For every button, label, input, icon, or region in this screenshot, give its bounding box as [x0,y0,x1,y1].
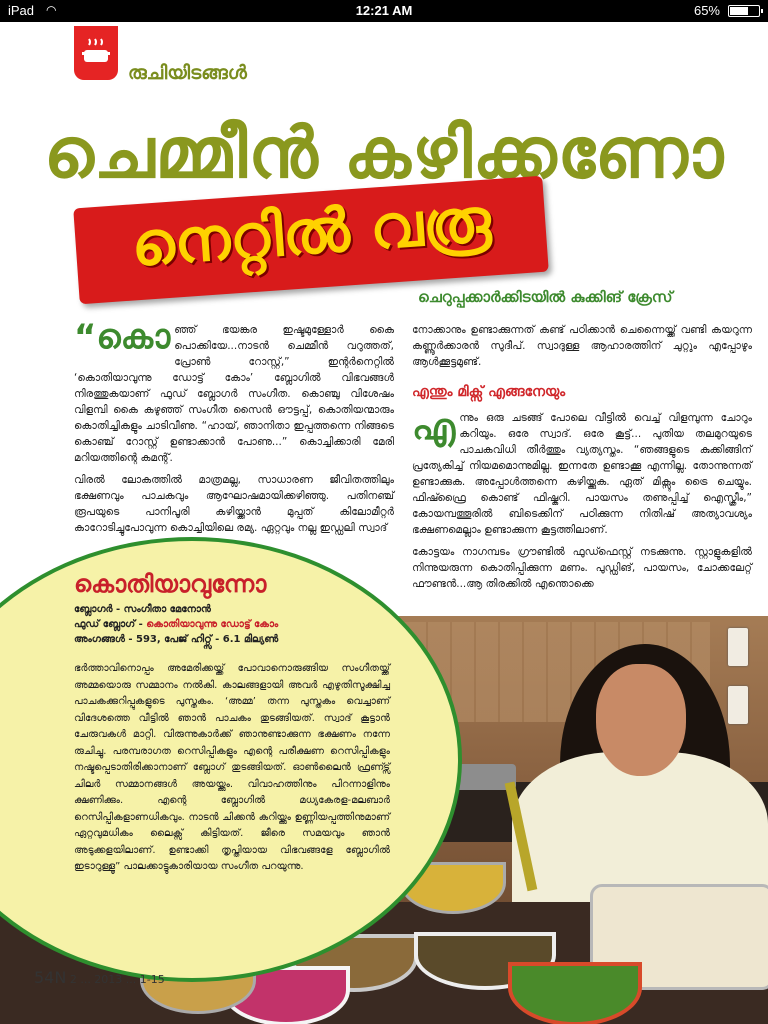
headline-line2: നെറ്റിൽ വരൂ [129,185,493,281]
battery-icon [728,5,760,17]
magazine-page[interactable] [0,22,768,1024]
wifi-icon: ◠ [46,3,57,17]
carrier-label: iPad [8,3,35,18]
blog-label: ഫുഡ് ബ്ലോഗ് - [74,619,143,630]
paragraph: വിരൽ ലോകത്തിൽ മാത്രമല്ല, സാധാരണ ജീവിതത്തിലും ഭക്ഷണവും പാചകവും ആഘോഷമായിക്കഴിഞ്ഞു. പതിനഞ്ച് രൂപയുടെ പാനിപൂരി കഴിയ്ക്കാൻ മുപ്പത് കിലോമീറ്റർ കാറോടിച്ചുപോവുന്ന കൊച്ചിയിലെ രമ്യ. ഏറ്റവും നല്ല ഇഡ്ഡലി സ്വാദ് [74,474,394,534]
blog-name: കൊതിയാവുന്നു ഡോട്ട് കോം [146,619,279,630]
battery-percent: 65% [693,3,720,18]
battery-fill [730,7,748,15]
status-bar [0,0,768,22]
dropcap: എ [412,407,456,448]
paragraph: ഞ്ഞ് ഭയങ്കര ഇഷ്ടമുള്ളോർ കൈ പൊക്കിയേ...നാടൻ ചെമ്മീൻ വറുത്തത്, പ്രോൺ റോസ്റ്റ്,” ഇന്റർനെറ്റിൽ ‘കൊതിയാവുന്നു ഡോട്ട് കോം’ ബ്ലോഗിൽ വിഭവങ്ങൾ നിരത്തുകയാണ് ഫുഡ് ബ്ലോഗർ സംഗീത. കൊഞ്ചു വിശേഷം വിളമ്പി കൈ കഴുഞ്ഞ് സംഗീത സൈൻ ഔട്ടപ്പ്, കൊതിയന്മാരും കൊതിച്ചികളും ചാടിവീണു. “ഹായ്, ഞാനിതാ ഇപ്പത്തന്നെ നിങ്ങടെ കൊഞ്ച് റോസ്റ്റ് ഉണ്ടാക്കാൻ പോണു...” കൊച്ചിക്കാരി മേരി മറിയത്തിന്റെ കമന്റ്. [74,324,394,464]
green-bowl [508,962,642,1024]
wall-outlet [728,628,748,666]
box-stats: അംഗങ്ങൾ - 593, പേജ് ഹിറ്റ്സ് - 6.1 മില്യൺ [74,634,279,645]
wall-outlet [728,686,748,724]
cooking-pot-icon [74,26,118,80]
woman-face [596,664,686,776]
box-title: കൊതിയാവുന്നോ [74,570,267,598]
status-time: 12:21 AM [355,3,413,18]
paragraph: നോക്കാനും ഉണ്ടാക്കുന്നത് കണ്ട് പഠിക്കാൻ ചെന്നൈയ്ക്ക് വണ്ടി കയറുന്ന കണ്ണൂർക്കാരൻ സുദീപ്. സ്വാദുള്ള ആഹാരത്തിന് ചുറ്റും എപ്പോഴും ആൾക്കൂട്ടമുണ്ട്. [412,324,752,368]
page-number: 54 [34,968,55,987]
magazine-fragment: N [54,968,67,987]
box-blog [74,617,390,632]
info-box [74,570,390,876]
paragraph: ന്നും ഒരു ചടങ്ങ് പോലെ വീട്ടിൽ വെച്ച് വിളമ്പുന്ന ചോറും കറിയും. ഒരേ സ്വാദ്. ഒരേ കൂട്ട്... പുതിയ തലമുറയുടെ പാചകവിധി തീർത്തും വ്യത്യസ്തം. “ഞങ്ങളുടെ കുക്കിങ്ങിന് പ്രത്യേകിച്ച് നിയമമൊന്നുമില്ല. ഇന്നതേ ഉണ്ടാക്കൂ എന്നില്ല. തോന്നുന്നത് ഉണ്ടാക്കുക. അപ്പോൾത്തന്നെ കഴിയ്ക്കുക. ഏത് മിക്സും ട്രൈ ചെയ്യും. ഫിഷ്ഫ്രൈ കൊണ്ട് ഫിഷ്കറി. പായസം തണുപ്പിച്ച് ഐസ്ക്രീം,” കോയമ്പത്തൂരിൽ ബിടെക്കിന് പഠിക്കുന്ന നിതിഷ് അത്യാവശ്യം ഭക്ഷണമെല്ലാം ഉണ്ടാക്കുന്ന കൂട്ടത്തിലാണ്. [412,412,752,536]
box-body: ഭർത്താവിനൊപ്പം അമേരിക്കയ്ക്ക് പോവാനൊരുങ്ങിയ സംഗീതയ്ക്ക് അമ്മയൊരു സമ്മാനം നൽകി. കാലങ്ങളായി അവർ എഴുതിസൂക്ഷിച്ച പാചകക്കുറിപ്പുകളുടെ പുസ്തകം. ‘അമ്മ’ തന്ന പുസ്തകം വെച്ചാണ് വിദേശത്തെ വീട്ടിൽ ഞാൻ പാചകം തുടങ്ങിയത്. സ്വാദ് കൂട്ടാൻ ചേരുവകൾ മാറ്റി. വിരുന്നുകാർക്ക് ഞാനുണ്ടാക്കുന്ന ഭക്ഷണം നന്നേ രുചിച്ചു. പരമ്പരാഗത റെസിപ്പികളും എന്റെ പരീക്ഷണ റെസിപ്പികളും നഷ്ടപ്പെടാതിരിക്കാനാണ് ബ്ലോഗ് തുടങ്ങിയത്. ഓൺലൈൻ ഫ്രണ്ട്സ് ചിലർ സമ്മാനങ്ങൾ അയയ്ക്കും. വിവാഹത്തിനും പിറന്നാളിനും ക്ഷണിക്കും. എന്റെ ബ്ലോഗിൽ മധ്യകേരള-മലബാർ റെസിപ്പികളാണധികവും. നാടൻ ചിക്കൻ കറിയ്ക്കും ഉണ്ണിയപ്പത്തിനുമാണ് ഏറ്റവുമധികം ലൈക്സ് കിട്ടിയത്. ജീരെ സമയവും ഞാൻ അടുക്കളയിലാണ്. ഉണ്ടാക്കി തൃപ്തിയായ വിഭവങ്ങളേ ബ്ലോഗിൽ ഇടാറുള്ളൂ” പാലക്കാട്ടുകാരിയായ സംഗീത പറയുന്നു. [74,663,390,872]
article-column-1 [74,317,394,542]
headline-line1: ചെമ്മീൻ കഴിക്കണോ [43,112,725,194]
page-footer [34,968,165,987]
section-label: രുചിയിടങ്ങൾ [128,62,247,84]
paragraph: കോട്ടയം നാഗമ്പടം ഗ്രൗണ്ടിൽ ഫുഡ്ഫെസ്റ്റ് നടക്കുന്നു. സ്റ്റാളുകളിൽ നിന്നുയരുന്ന കൊതിപ്പിക്കുന്ന മണം. പുഡ്ഡിങ്, പായസം, ചോക്കലേറ്റ് ഫൗണ്ടൻ...ആ തിരക്കിൽ എന്തൊക്കെ [412,546,752,590]
box-blogger: ബ്ലോഗർ - സംഗീതാ മേനോൻ [74,604,211,615]
tagline: ചെറുപ്പക്കാർക്കിടയിൽ കുക്കിങ് ക്രേസ് [418,288,673,306]
subheading: എന്തും മിക്സ് എങ്ങനേയും [412,384,566,400]
dropcap: “കൊ [74,317,171,357]
article-column-2 [412,322,752,598]
issue-text: 2 ... 2013 ... 1-15 [69,973,165,986]
